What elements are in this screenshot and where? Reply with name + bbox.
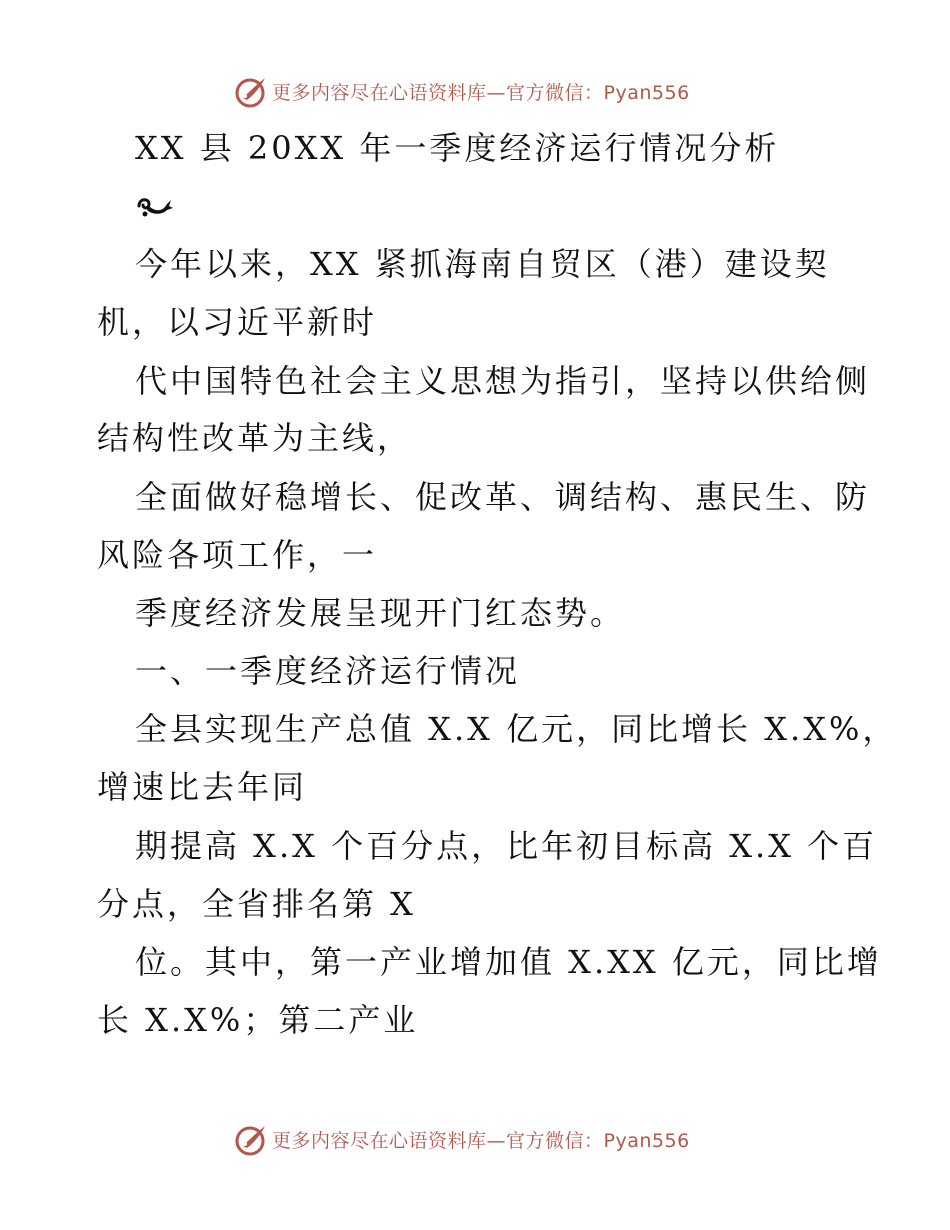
paragraph-line: 机，以习近平新时	[97, 303, 378, 341]
paragraph-line: 分点，全省排名第 X	[97, 885, 416, 923]
watermark-handle: Pyan556	[603, 1130, 690, 1152]
paragraph-line: 全县实现生产总值 X.X 亿元，同比增长 X.X%，	[135, 710, 898, 748]
watermark-header	[0, 72, 950, 112]
flourish-ornament-icon	[135, 192, 175, 220]
paragraph-line: 期提高 X.X 个百分点，比年初目标高 X.X 个百	[135, 827, 878, 865]
paragraph-line: 结构性改革为主线，	[97, 419, 413, 457]
quill-logo-icon	[233, 74, 269, 110]
paragraph-line: 代中国特色社会主义思想为指引，坚持以供给侧	[135, 362, 871, 400]
document-title: XX 县 20XX 年一季度经济运行情况分析	[135, 129, 780, 167]
paragraph-line: 风险各项工作，一	[97, 536, 378, 574]
watermark-text: 更多内容尽在心语资料库—官方微信：Pyan556	[272, 1130, 690, 1152]
paragraph-line: 全面做好稳增长、促改革、调结构、惠民生、防	[135, 478, 871, 516]
watermark-handle: Pyan556	[603, 82, 690, 104]
watermark-footer	[0, 1120, 950, 1160]
paragraph-line: 今年以来，XX 紧抓海南自贸区（港）建设契	[135, 245, 830, 283]
section-heading: 一、一季度经济运行情况	[135, 652, 521, 690]
quill-logo-icon	[233, 1122, 269, 1158]
paragraph-line: 季度经济发展呈现开门红态势。	[135, 594, 626, 632]
watermark-text: 更多内容尽在心语资料库—官方微信：Pyan556	[272, 82, 690, 104]
paragraph-line: 增速比去年同	[97, 768, 308, 806]
paragraph-line: 长 X.X%；第二产业	[97, 1001, 419, 1039]
paragraph-line: 位。其中，第一产业增加值 X.XX 亿元，同比增	[135, 943, 882, 981]
